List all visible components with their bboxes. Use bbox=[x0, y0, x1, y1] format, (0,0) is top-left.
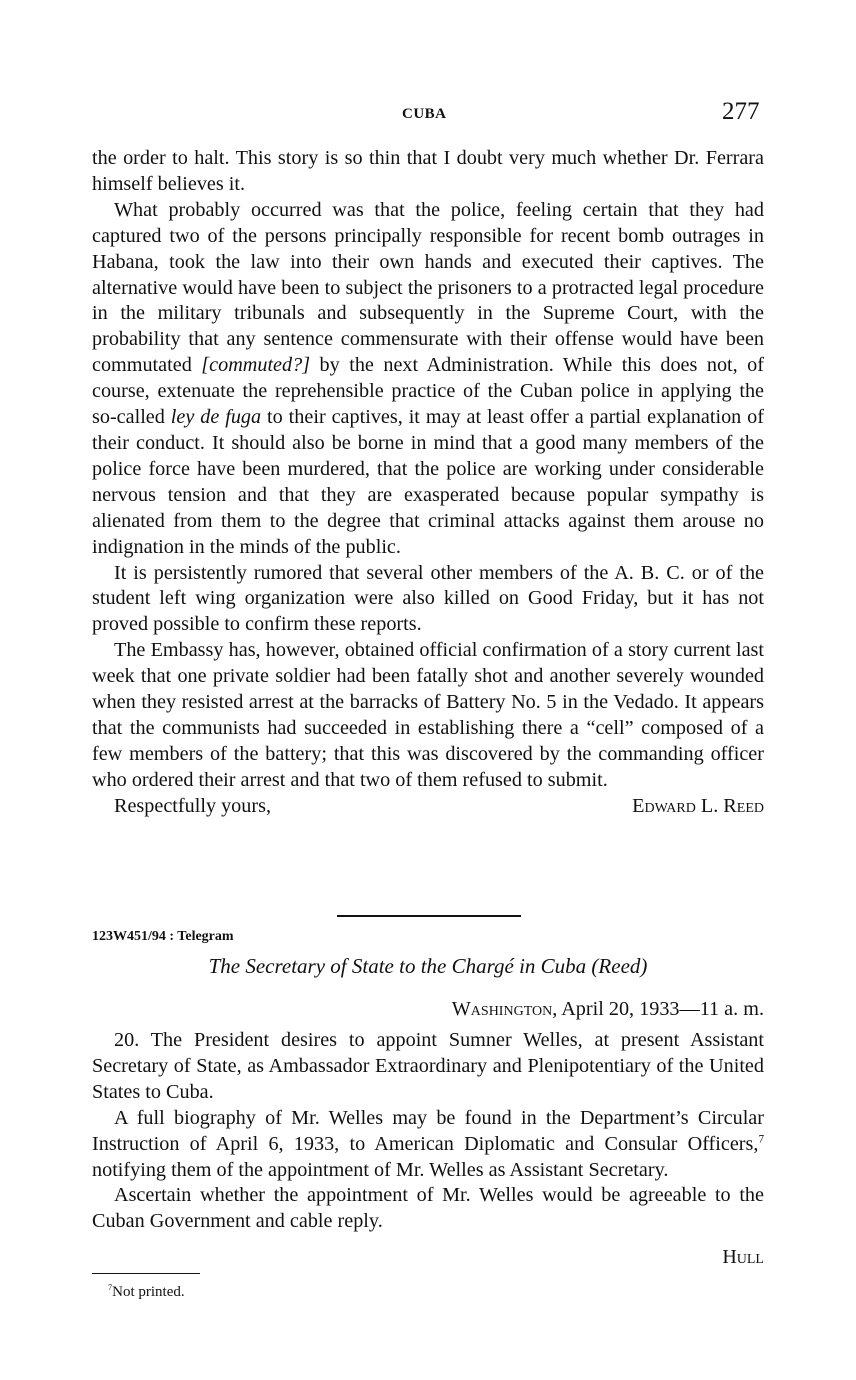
document-heading: The Secretary of State to the Chargé in Cuba (Reed) bbox=[208, 954, 648, 978]
paragraph: Ascertain whether the appointment of Mr. Welles would be agreeable to the Cuban Government and cable reply. bbox=[92, 1184, 764, 1233]
editorial-note: [commuted?] bbox=[201, 354, 311, 377]
place: Washington bbox=[451, 998, 553, 1020]
footnote-rule bbox=[92, 1273, 200, 1274]
paragraph bbox=[92, 198, 764, 561]
file-number: 123W451/94 : Telegram bbox=[92, 929, 234, 944]
paragraph-text: by the next Administration. While this does not, of course, extenuate the reprehensible practice of the Cuban police in applying the so-called bbox=[92, 354, 764, 429]
footnote-reference: 7 bbox=[758, 1132, 764, 1145]
footnote bbox=[108, 1284, 185, 1301]
running-header: CUBA bbox=[402, 106, 447, 122]
signature: Edward L. Reed bbox=[632, 794, 764, 817]
letter-body bbox=[92, 146, 764, 820]
footnote-text: Not printed. bbox=[112, 1284, 185, 1300]
page-number: 277 bbox=[722, 98, 760, 125]
paragraph: It is persistently rumored that several other members of the A. B. C. or of the student left wing organization were also killed on Good Friday, but it has not proved possible to confirm these reports. bbox=[92, 561, 764, 636]
dateline bbox=[452, 998, 764, 1021]
signature: Hull bbox=[722, 1246, 764, 1269]
paragraph-continuation: the order to halt. This story is so thin that I doubt very much whether Dr. Ferrara himself believes it. bbox=[92, 147, 764, 195]
section-divider bbox=[337, 915, 521, 917]
signature-block bbox=[92, 794, 764, 820]
paragraph: The Embassy has, however, obtained official confirmation of a story current last week that one private soldier had been fatally shot and another severely wounded when they resisted arrest at the barracks of Battery No. 5 in the Vedado. It appears that the communists had succeeded in establishing there a “cell” composed of a few members of the battery; that this was discovered by the commanding officer who ordered their arrest and that two of them refused to submit. bbox=[92, 639, 764, 791]
closing-salutation: Respectfully yours, bbox=[114, 794, 271, 817]
signature-line bbox=[92, 1235, 764, 1269]
paragraph: A full biography of Mr. Welles may be found in the Department’s Circular Instruction of April 6, 1933, to American Diplomatic and Consular Officers,$^7$ notifying them of the appointment of Mr. Welles as Assistant Secretary. bbox=[92, 1106, 764, 1181]
italic-term: ley de fuga bbox=[170, 406, 262, 429]
date-time: , April 20, 1933—11 a. m. bbox=[552, 998, 764, 1020]
footnote-mark: 7 bbox=[108, 1283, 113, 1292]
paragraph-text: to their captives, it may at least offer a partial explanation of their conduct. It should also be borne in mind that a good many members of the police force have been murdered, that the police are working under considerable nervous tension and that they are exasperated because popular sympathy is alienated from them to the degree that criminal attacks against them arouse no indignation in the minds of the public. bbox=[92, 406, 764, 558]
telegram-body bbox=[92, 1028, 764, 1269]
paragraph-text: What probably occurred was that the police, feeling certain that they had captured two of the persons principally responsible for recent bomb outrages in Habana, took the law into their own hands and executed their captives. The alternative would have been to subject the prisoners to a protracted legal procedure in the military tribunals and subsequently in the Supreme Court, with the probability that any sentence commensurate with their offense would have been commutated bbox=[92, 198, 764, 377]
paragraph: 20. The President desires to appoint Sumner Welles, at present Assistant Secretary of State, as Ambassador Extraordinary and Plenipotentiary of the United States to Cuba. bbox=[92, 1029, 764, 1103]
